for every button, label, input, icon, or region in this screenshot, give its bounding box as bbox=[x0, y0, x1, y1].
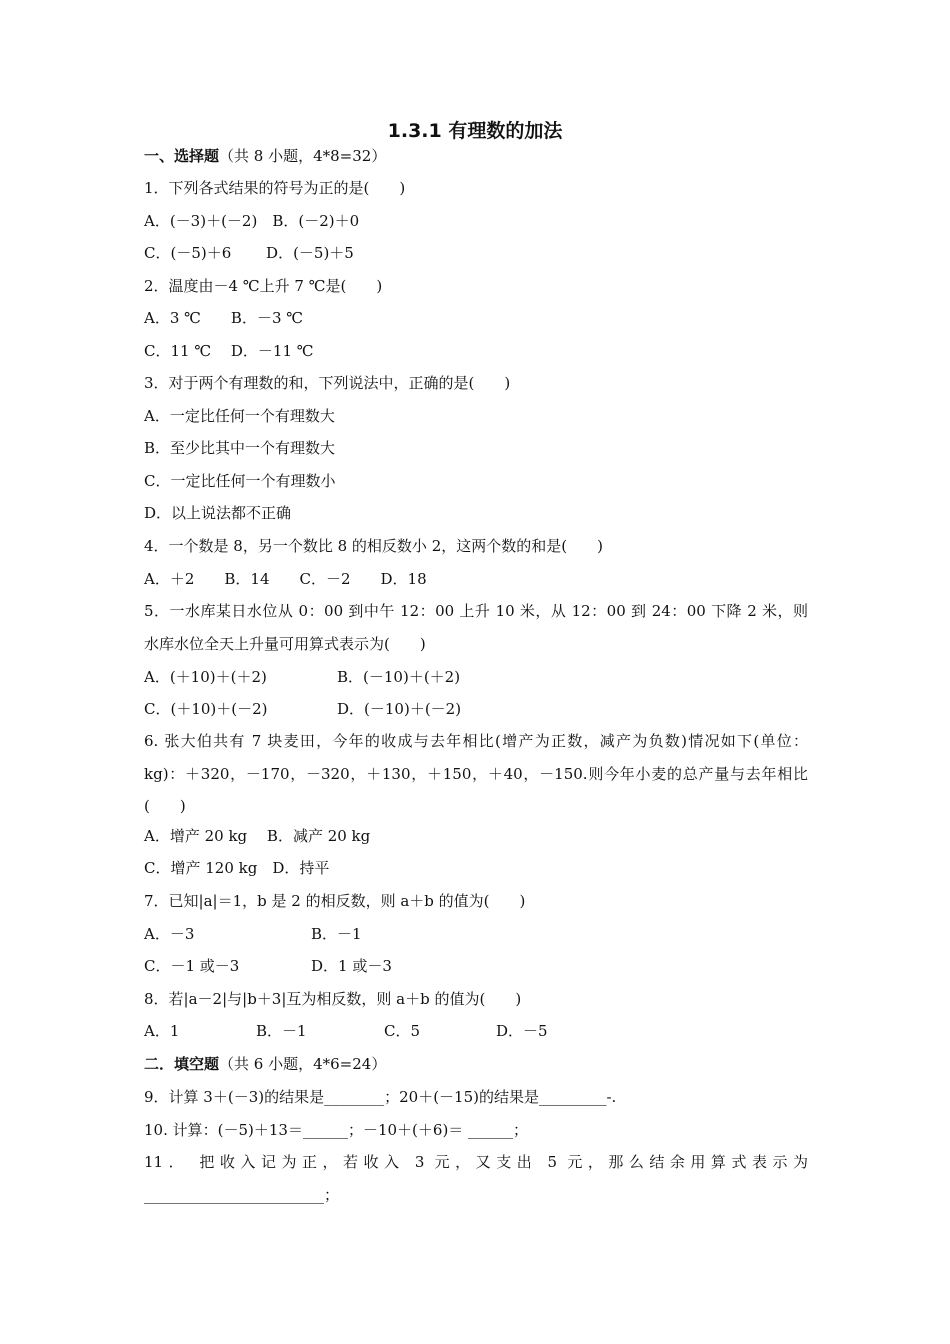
question-3-option-d: D．以上说法都不正确 bbox=[144, 504, 292, 522]
question-10: 10. 计算：(－5)＋13＝______；－10＋(＋6)＝ ______； bbox=[144, 1121, 529, 1139]
question-5-option-d: D．(－10)＋(－2) bbox=[337, 700, 462, 718]
question-3-option-a: A．一定比任何一个有理数大 bbox=[144, 407, 335, 425]
question-7-option-a: A．－3 bbox=[144, 925, 195, 943]
question-5-stem-line2: 水库水位全天上升量可用算式表示为( ) bbox=[144, 635, 426, 653]
question-8-stem: 8．若|a－2|与|b＋3|互为相反数，则 a＋b 的值为( ) bbox=[144, 990, 522, 1008]
section-note: （共 8 小题，4*8=32） bbox=[219, 147, 387, 165]
question-6-stem-line1: 6. 张大伯共有 7 块麦田，今年的收成与去年相比(增产为正数，减产为负数)情况如下(单位： bbox=[144, 732, 808, 750]
question-6-options-row2: C．增产 120 kg D．持平 bbox=[144, 859, 330, 877]
section-note: （共 6 小题，4*6=24） bbox=[219, 1055, 387, 1073]
question-11-line1: 11． 把收入记为正，若收入 3 元，又支出 5 元，那么结余用算式表示为 bbox=[144, 1153, 808, 1171]
page-title: 1.3.1 有理数的加法 bbox=[387, 120, 563, 142]
question-1-stem: 1．下列各式结果的符号为正的是( ) bbox=[144, 179, 406, 197]
question-6-stem-line3: ( ) bbox=[144, 797, 186, 815]
question-2-options-row1: A．3 ℃ B．－3 ℃ bbox=[144, 309, 304, 327]
question-11-line2: ________________________； bbox=[144, 1186, 340, 1204]
question-8-option-a: A．1 bbox=[144, 1022, 180, 1040]
question-5-option-b: B．(－10)＋(＋2) bbox=[337, 668, 461, 686]
question-5-option-a: A．(＋10)＋(＋2) bbox=[144, 668, 267, 686]
question-8-option-c: C．5 bbox=[384, 1022, 421, 1040]
question-1-options-row1: A．(－3)＋(－2) B．(－2)＋0 bbox=[144, 212, 360, 230]
question-3-option-b: B．至少比其中一个有理数大 bbox=[144, 439, 336, 457]
question-7-option-c: C．－1 或－3 bbox=[144, 957, 240, 975]
section-heading-choice bbox=[144, 146, 808, 166]
question-8-option-b: B．－1 bbox=[256, 1022, 307, 1040]
section-title: 一、选择题 bbox=[144, 147, 220, 165]
question-9: 9．计算 3＋(－3)的结果是________；20＋(－15)的结果是_________-. bbox=[144, 1088, 617, 1106]
question-7-stem: 7．已知|a|＝1，b 是 2 的相反数，则 a＋b 的值为( ) bbox=[144, 892, 526, 910]
section-title: 二．填空题 bbox=[144, 1055, 220, 1073]
section-heading-fill bbox=[144, 1054, 808, 1074]
question-6-stem-line2: kg)：＋320，－170，－320，＋130，＋150，＋40，－150.则今年小麦的总产量与去年相比 bbox=[144, 765, 808, 783]
question-6-options-row1: A．增产 20 kg B．减产 20 kg bbox=[144, 827, 371, 845]
question-3-stem: 3．对于两个有理数的和，下列说法中，正确的是( ) bbox=[144, 374, 511, 392]
question-7-option-b: B．－1 bbox=[311, 925, 362, 943]
question-1-options-row2: C．(－5)＋6 D．(－5)＋5 bbox=[144, 244, 354, 262]
question-8-option-d: D．－5 bbox=[496, 1022, 548, 1040]
question-2-stem: 2．温度由－4 ℃上升 7 ℃是( ) bbox=[144, 277, 383, 295]
question-4-options: A．＋2 B．14 C．－2 D．18 bbox=[144, 570, 427, 588]
question-4-stem: 4．一个数是 8，另一个数比 8 的相反数小 2，这两个数的和是( ) bbox=[144, 537, 603, 555]
question-5-option-c: C．(＋10)＋(－2) bbox=[144, 700, 268, 718]
question-3-option-c: C．一定比任何一个有理数小 bbox=[144, 472, 336, 490]
question-5-stem-line1: 5．一水库某日水位从 0：00 到中午 12：00 上升 10 米，从 12：00 到 24：00 下降 2 米，则 bbox=[144, 602, 808, 620]
question-7-option-d: D．1 或－3 bbox=[311, 957, 392, 975]
question-2-options-row2: C．11 ℃ D．－11 ℃ bbox=[144, 342, 314, 360]
